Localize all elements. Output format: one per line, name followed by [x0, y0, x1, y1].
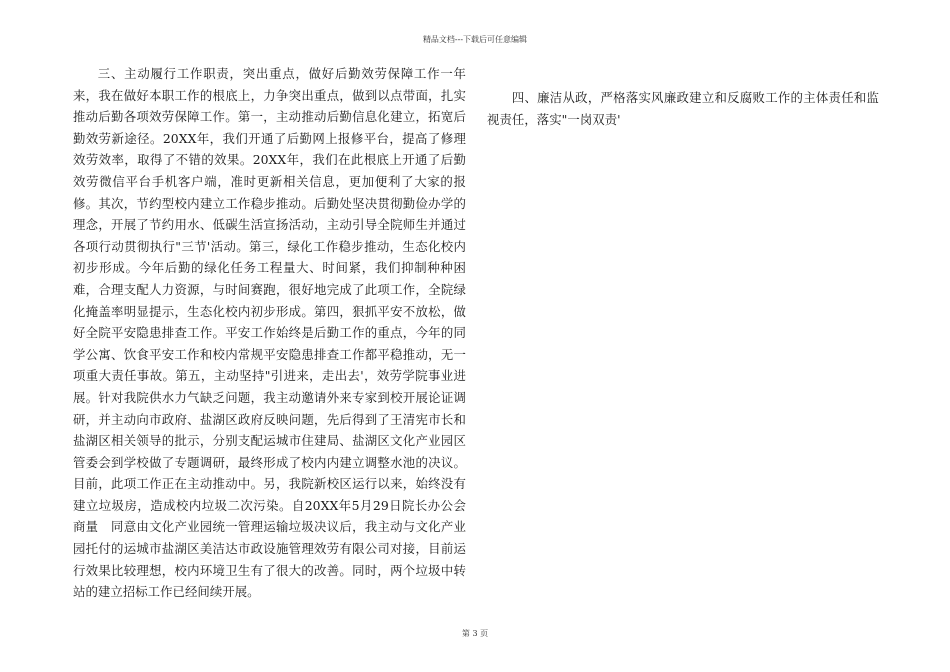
right-column	[487, 87, 879, 130]
section-three-paragraph: 三、主动履行工作职责，突出重点，做好后勤效劳保障工作一年来，我在做好本职工作的根底上，力争突出重点，做到以点带面，扎实推动后勤各项效劳保障工作。第一，主动推动后勤信息化建立，拓宽后勤效劳新途径。20XX年，我们开通了后勤网上报修平台，提高了修理效劳效率，取得了不错的效果。20XX年，我们在此根底上开通了后勤效劳微信平台手机客户端，准时更新相关信息，更加便利了大家的报修。其次，节约型校内建立工作稳步推动。后勤处坚决贯彻勤俭办学的理念，开展了节约用水、低碳生活宣扬活动，主动引导全院师生并通过各项行动贯彻执行"三节'活动。第三，绿化工作稳步推动，生态化校内初步形成。今年后勤的绿化任务工程量大、时间紧，我们抑制种种困难，合理支配人力资源，与时间赛跑，很好地完成了此项工作，全院绿化掩盖率明显提示，生态化校内初步形成。第四，狠抓平安不放松，做好全院平安隐患排查工作。平安工作始终是后勤工作的重点，今年的同学公寓、饮食平安工作和校内常规平安隐患排查工作都平稳推动，无一项重大责任事故。第五，主动坚持"引进来，走出去'，效劳学院事业进展。针对我院供水力气缺乏问题，我主动邀请外来专家到校开展论证调研，并主动向市政府、盐湖区政府反映问题，先后得到了王清宪市长和盐湖区相关领导的批示，分别支配运城市住建局、盐湖区文化产业园区管委会到学校做了专题调研，最终形成了校内内建立调整水池的决议。目前，此项工作正在主动推动中。另，我院新校区运行以来，始终没有建立垃圾房，造成校内垃圾二次污染。自20XX年5月29日院长办公会商量 同意由文化产业园统一管理运输垃圾决议后，我主动与文化产业园托付的运城市盐湖区美洁达市政设施管理效劳有限公司对接，目前运行效果比较理想，校内环境卫生有了很大的改善。同时，两个垃圾中转站的建立招标工作已经间续开展。	[73, 66, 466, 600]
page-number: 第 3 页	[461, 629, 489, 638]
section-four-paragraph: 四、廉洁从政，严格落实风廉政建立和反腐败工作的主体责任和监视责任，落实"一岗双责'	[487, 90, 879, 127]
left-column	[73, 63, 466, 603]
page-header: 精品文档---下载后可任意编辑	[422, 35, 528, 44]
